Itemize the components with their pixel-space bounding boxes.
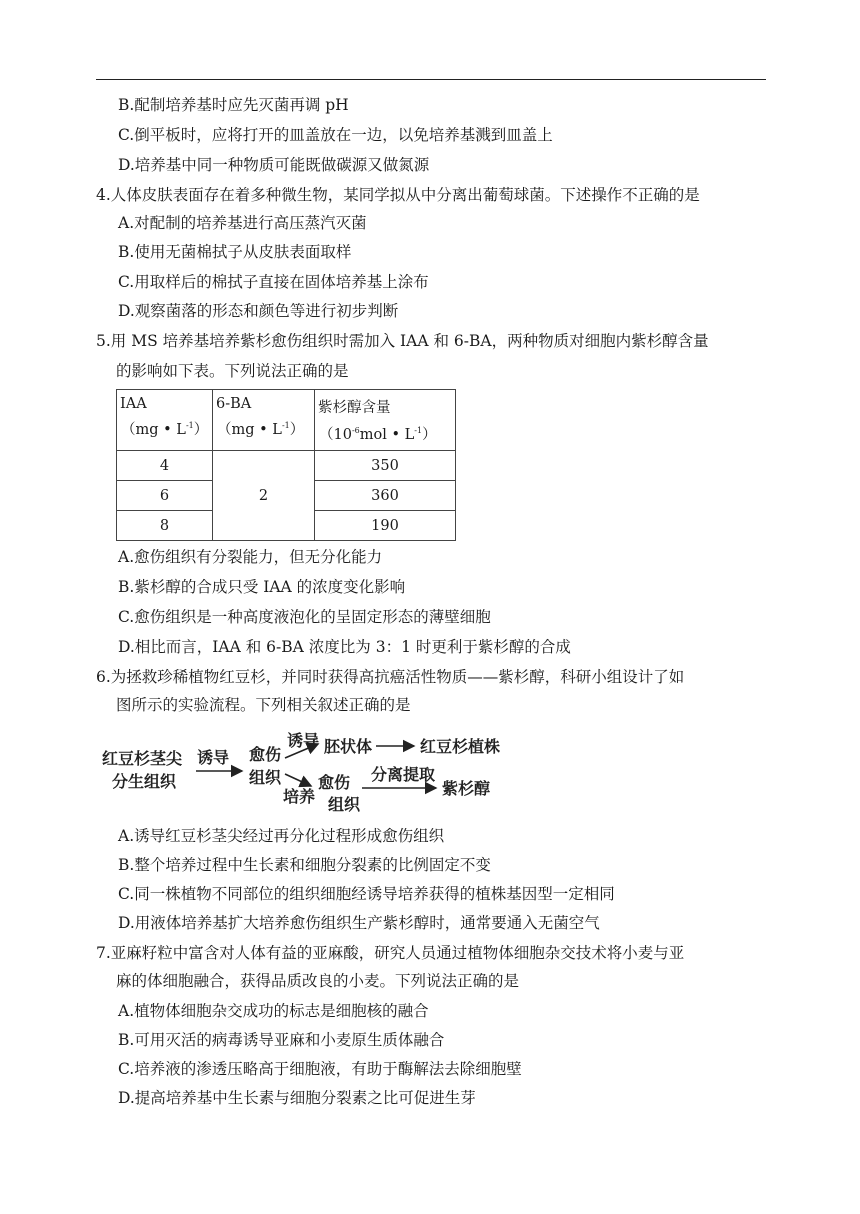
q6-flow-diagram — [96, 726, 536, 816]
q5-option-c: C.愈伤组织是一种高度液泡化的呈固定形态的薄壁细胞 — [118, 608, 491, 626]
q5-option-a: A.愈伤组织有分裂能力，但无分化能力 — [118, 548, 383, 566]
q6-option-c: C.同一株植物不同部位的组织细胞经诱导培养获得的植株基因型一定相同 — [118, 885, 615, 903]
q4-option-d: D.观察菌落的形态和颜色等进行初步判断 — [118, 302, 399, 320]
flow-embryoid: 胚状体 — [324, 737, 373, 756]
flow-source-line1: 红豆杉茎尖 — [102, 749, 183, 768]
flow-induce-label: 诱导 — [197, 748, 230, 767]
flow-arrow-to-callus2 — [285, 774, 311, 786]
flow-source-line2: 分生组织 — [112, 772, 177, 791]
table-cell-iaa: 8 — [117, 511, 213, 541]
q4-stem: 4.人体皮肤表面存在着多种微生物，某同学拟从中分离出葡萄球菌。下述操作不正确的是 — [96, 186, 700, 204]
header-6ba-unit: （mg • $L^{-1}$） — [217, 421, 305, 438]
flow-callus2-line1: 愈伤 — [318, 773, 351, 792]
q6-option-d: D.用液体培养基扩大培养愈伤组织生产紫杉醇时，通常要通入无菌空气 — [118, 914, 600, 932]
q3-option-c: C.倒平板时，应将打开的皿盖放在一边，以免培养基溅到皿盖上 — [118, 126, 553, 144]
q4-option-b: B.使用无菌棉拭子从皮肤表面取样 — [118, 243, 352, 261]
table-row — [117, 451, 456, 481]
q6-option-a: A.诱导红豆杉茎尖经过再分化过程形成愈伤组织 — [118, 827, 445, 845]
header-taxol-name: 紫杉醇含量 — [318, 400, 391, 416]
q5-stem-line2: 的影响如下表。下列说法正确的是 — [116, 362, 349, 380]
q6-option-b: B.整个培养过程中生长素和细胞分裂素的比例固定不变 — [118, 856, 491, 874]
header-6ba-name: 6-BA — [216, 396, 252, 412]
q4-option-c: C.用取样后的棉拭子直接在固体培养基上涂布 — [118, 273, 429, 291]
flow-culture-label: 培养 — [283, 787, 316, 806]
q5-option-d: D.相比而言，IAA 和 6-BA 浓度比为 3：1 时更利于紫杉醇的合成 — [118, 638, 571, 656]
q3-option-b: B.配制培养基时应先灭菌再调 pH — [118, 96, 349, 114]
flow-callus2-line2: 组织 — [328, 795, 361, 814]
table-header-iaa — [117, 390, 213, 451]
table-cell-taxol: 350 — [315, 451, 456, 481]
header-rule — [96, 79, 766, 80]
table-cell-iaa: 6 — [117, 481, 213, 511]
table-header-6ba — [213, 390, 315, 451]
table-cell-taxol: 360 — [315, 481, 456, 511]
table-header-taxol — [315, 390, 456, 451]
flow-callus-line1: 愈伤 — [249, 745, 282, 764]
flow-extract-label: 分离提取 — [371, 765, 436, 784]
q7-option-a: A.植物体细胞杂交成功的标志是细胞核的融合 — [118, 1002, 429, 1020]
q6-stem-line1: 6.为拯救珍稀植物红豆杉，并同时获得高抗癌活性物质——紫杉醇，科研小组设计了如 — [96, 668, 685, 686]
header-iaa-unit: （mg • $L^{-1}$） — [121, 421, 209, 438]
flow-callus-line2: 组织 — [249, 768, 282, 787]
flow-plant: 红豆杉植株 — [420, 737, 501, 756]
q5-option-b: B.紫杉醇的合成只受 IAA 的浓度变化影响 — [118, 578, 406, 596]
q3-option-d: D.培养基中同一种物质可能既做碳源又做氮源 — [118, 156, 430, 174]
q4-option-a: A.对配制的培养基进行高压蒸汽灭菌 — [118, 214, 367, 232]
q7-option-b: B.可用灭活的病毒诱导亚麻和小麦原生质体融合 — [118, 1031, 445, 1049]
table-cell-iaa: 4 — [117, 451, 213, 481]
q6-stem-line2: 图所示的实验流程。下列相关叙述正确的是 — [116, 696, 411, 714]
q5-stem-line1: 5.用 MS 培养基培养紫杉愈伤组织时需加入 IAA 和 6-BA，两种物质对细胞内紫杉醇含量 — [96, 332, 709, 350]
header-iaa-name: IAA — [120, 396, 147, 412]
flow-induce2-label: 诱导 — [287, 731, 320, 750]
header-taxol-unit: （$10^{-6}mol$ • $L^{-1}$） — [319, 426, 437, 443]
q7-stem-line2: 麻的体细胞融合，获得品质改良的小麦。下列说法正确的是 — [116, 972, 520, 990]
q5-table — [116, 389, 456, 541]
table-cell-6ba: 2 — [213, 451, 315, 541]
table-cell-taxol: 190 — [315, 511, 456, 541]
q7-option-d: D.提高培养基中生长素与细胞分裂素之比可促进生芽 — [118, 1089, 476, 1107]
q7-stem-line1: 7.亚麻籽粒中富含对人体有益的亚麻酸，研究人员通过植物体细胞杂交技术将小麦与亚 — [96, 944, 685, 962]
flow-taxol: 紫杉醇 — [442, 779, 491, 798]
q7-option-c: C.培养液的渗透压略高于细胞液，有助于酶解法去除细胞壁 — [118, 1060, 522, 1078]
